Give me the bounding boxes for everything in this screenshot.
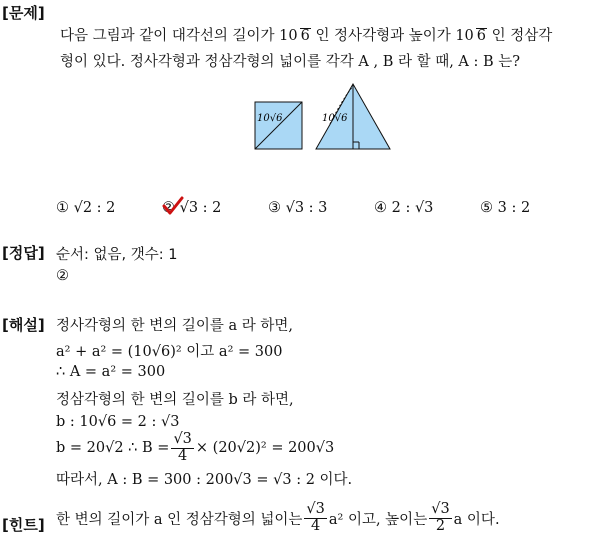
- problem-line1-b: 인 정사각형과 높이가 10: [315, 28, 474, 44]
- answer-tag: [정답]: [2, 244, 45, 262]
- square-figure: [255, 102, 302, 149]
- solution-line-6: [56, 432, 334, 465]
- solution-line-3: ∴ A = a² = 300: [56, 364, 166, 380]
- choice-3[interactable]: [268, 200, 327, 216]
- figure: [250, 80, 400, 152]
- solution-fraction-num: √3: [173, 431, 192, 447]
- problem-tag: [문제]: [2, 4, 45, 22]
- answer-line-1: 순서: 없음, 갯수: 1: [56, 247, 178, 263]
- choice-1-text: √2 : 2: [73, 200, 116, 216]
- answer-line-2: ②: [56, 268, 69, 284]
- check-mark-icon: [162, 196, 184, 216]
- square-label: 10√6: [257, 113, 283, 124]
- triangle-label: 10√6: [322, 113, 348, 124]
- solution-fraction: [171, 432, 193, 465]
- problem-line1-c: 인 정삼각: [491, 28, 553, 44]
- hint-b: a² 이고, 높이는: [328, 511, 428, 528]
- solution-line6-b: × (20√2)² = 200√3: [195, 440, 335, 457]
- hint-fraction-1: [304, 502, 326, 535]
- hint-c: a 이다.: [453, 511, 500, 528]
- hint-fraction-1-den: 4: [311, 517, 321, 534]
- hint-line: [56, 502, 500, 535]
- solution-line6-a: b = 20√2 ∴ B =: [56, 440, 170, 457]
- problem-line-1: [60, 24, 552, 45]
- solution-line-2: a² + a² = (10√6)² 이고 a² = 300: [56, 344, 283, 360]
- solution-line-4: 정삼각형의 한 변의 길이를 b 라 하면,: [56, 392, 294, 408]
- choice-5-number: ⑤: [480, 200, 493, 216]
- solution-fraction-den: 4: [178, 447, 188, 464]
- solution-tag: [해설]: [2, 316, 45, 334]
- triangle-figure: [316, 84, 390, 149]
- choice-1[interactable]: [56, 200, 115, 216]
- solution-line-5: b : 10√6 = 2 : √3: [56, 414, 180, 430]
- choice-1-number: ①: [56, 200, 69, 216]
- solution-line-1: 정사각형의 한 변의 길이를 a 라 하면,: [56, 318, 294, 334]
- hint-fraction-2-den: 2: [435, 517, 446, 534]
- hint-tag: [힌트]: [2, 516, 45, 534]
- choice-5[interactable]: [480, 200, 530, 216]
- hint-fraction-2: [429, 502, 451, 535]
- choice-2-text: √3 : 2: [179, 200, 222, 216]
- solution-line-7: 따라서, A : B = 300 : 200√3 = √3 : 2 이다.: [56, 472, 353, 488]
- choice-4-number: ④: [374, 200, 387, 216]
- sqrt-6: 6: [300, 28, 310, 44]
- hint-fraction-2-num: √3: [431, 501, 450, 517]
- problem-line-2: 형이 있다. 정사각형과 정삼각형의 넓이를 각각 A , B 라 할 때, A : B 는?: [60, 54, 521, 70]
- choice-5-text: 3 : 2: [497, 200, 531, 216]
- sqrt-6-b: 6: [476, 28, 487, 44]
- hint-fraction-1-num: √3: [306, 501, 325, 517]
- choice-4-text: 2 : √3: [391, 200, 434, 216]
- choice-3-number: ③: [268, 200, 281, 216]
- choice-4[interactable]: [374, 200, 433, 216]
- choice-2-number: ②: [162, 200, 175, 216]
- choice-3-text: √3 : 3: [285, 200, 328, 216]
- problem-line1-a: 다음 그림과 같이 대각선의 길이가 10: [60, 28, 298, 44]
- hint-a: 한 변의 길이가 a 인 정삼각형의 넓이는: [56, 511, 303, 528]
